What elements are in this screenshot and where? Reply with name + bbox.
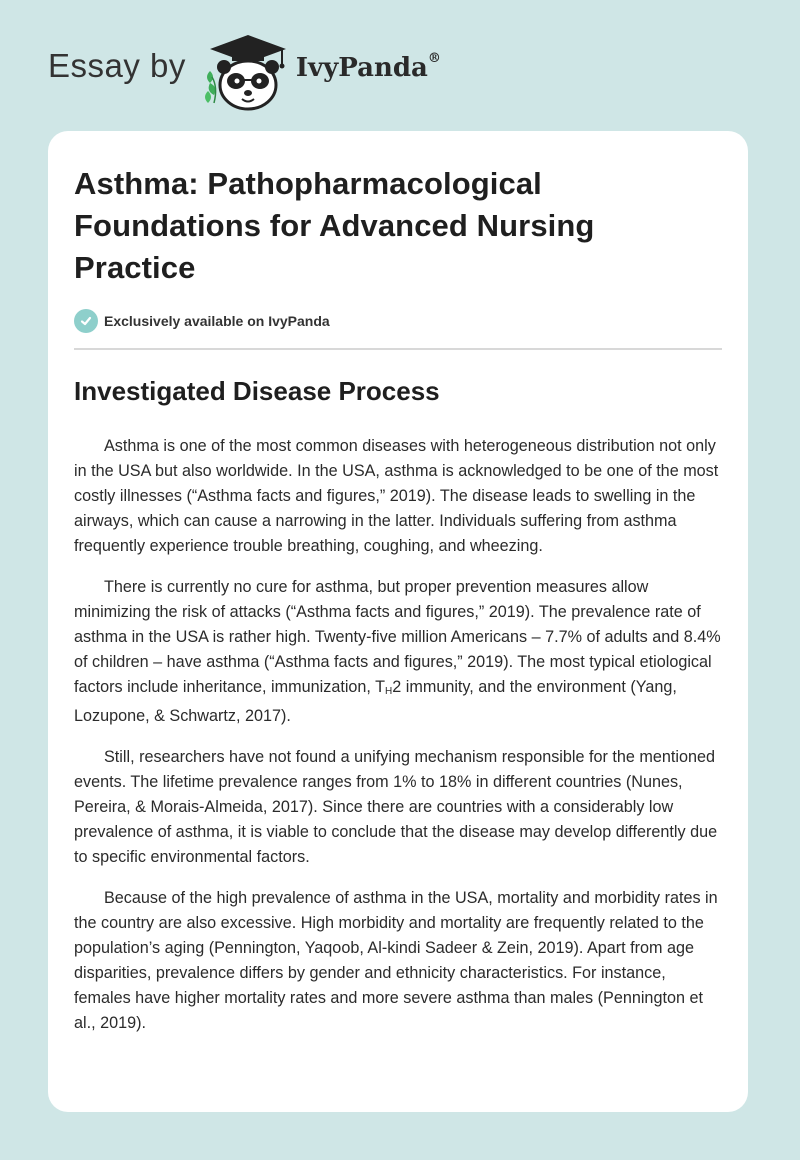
- exclusive-badge: [74, 309, 722, 333]
- section-heading: Investigated Disease Process: [74, 376, 440, 406]
- essay-by-label: Essay by: [48, 47, 186, 84]
- paragraph-2: [74, 575, 722, 729]
- brand-name[interactable]: [296, 53, 441, 83]
- brand-text: IvyPanda: [295, 53, 428, 83]
- ivypanda-logo-icon[interactable]: [202, 33, 294, 111]
- page-title: Asthma: Pathopharmacological Foundations for Advanced Nursing Practice: [74, 166, 595, 285]
- registered-mark: ®: [427, 51, 441, 67]
- paragraph-2-text-b: 2 immunity, and the environment (Yang, Lozupone, & Schwartz, 2017).: [74, 678, 677, 725]
- paragraph-2-text-a: There is currently no cure for asthma, but proper prevention measures allow minimizing the risk of attacks (“Asthma facts and figures,” 2019). The prevalence rate of asthma in the USA is rather high. Twenty-five million Americans – 7.7% of adults and 8.4% of children – have asthma (“Asthma facts and figures,” 2019). The most typical etiological factors include inheritance, immunization, T: [74, 578, 721, 696]
- paragraph-1: Asthma is one of the most common diseases with heterogeneous distribution not only in the USA but also worldwide. In the USA, asthma is acknowledged to be one of the most costly illnesses (“Asthma facts and figures,” 2019). The disease leads to swelling in the airways, which can cause a narrowing in the latter. Individuals suffering from asthma frequently experience trouble breathing, coughing, and wheezing.: [74, 437, 719, 555]
- paragraph-4: Because of the high prevalence of asthma in the USA, mortality and morbidity rates in the country are also excessive. High morbidity and mortality are frequently related to the population’s aging (Pennington, Yaqoob, Al-kindi Sadeer & Zein, 2019). Apart from age disparities, prevalence differs by gender and ethnicity characteristics. For instance, females have higher mortality rates and more severe asthma than males (Pennington et al., 2019).: [74, 889, 718, 1032]
- paragraph-3: Still, researchers have not found a unifying mechanism responsible for the mentioned events. The lifetime prevalence ranges from 1% to 18% in different countries (Nunes, Pereira, & Morais-Almeida, 2017). Since there are countries with a considerably low prevalence of asthma, it is viable to conclude that the disease may develop differently due to specific environmental factors.: [74, 748, 718, 866]
- subscript-h: H: [385, 686, 393, 697]
- divider: [74, 348, 722, 350]
- essay-card: [48, 131, 748, 1112]
- site-header: [48, 34, 441, 114]
- badge-label: Exclusively available on IvyPanda: [104, 313, 330, 329]
- check-icon: [74, 309, 98, 333]
